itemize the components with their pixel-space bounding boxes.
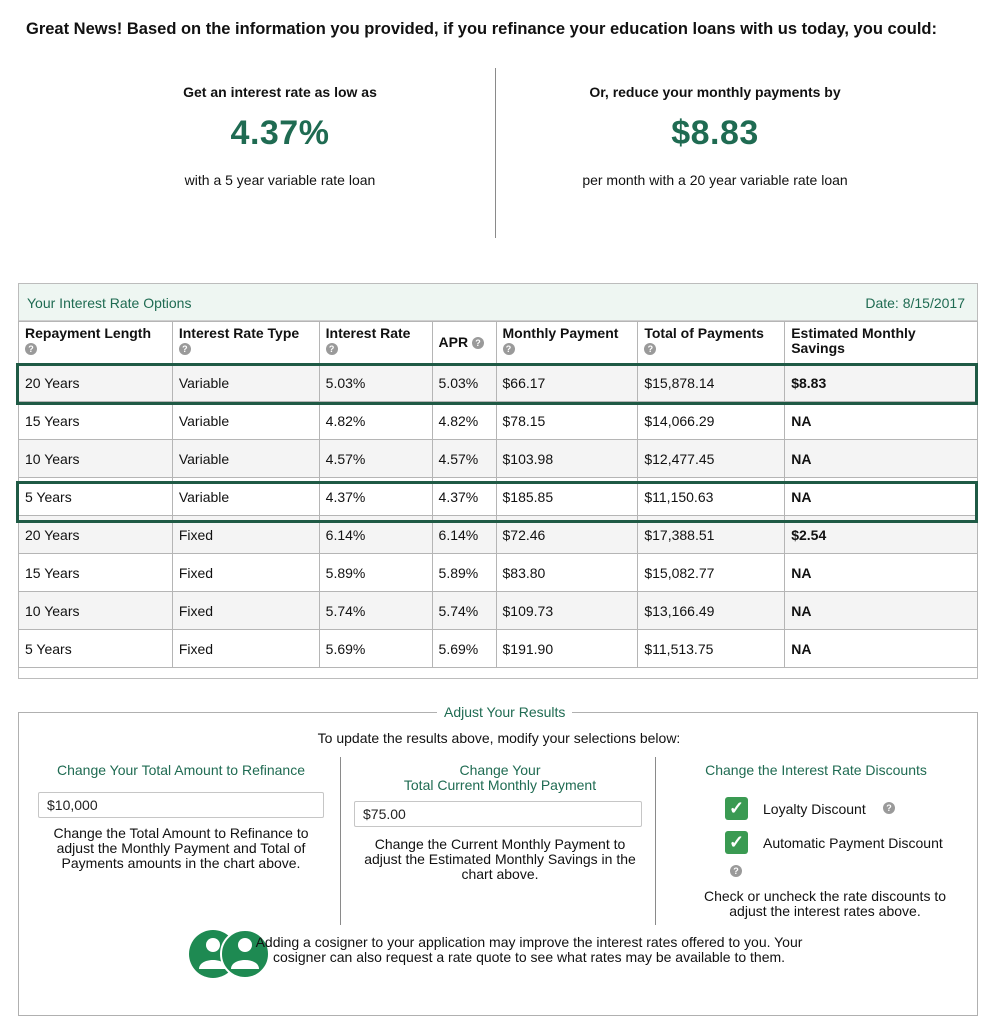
col-header-monthly-payment — [496, 322, 638, 364]
help-icon[interactable]: ? — [730, 865, 742, 877]
col-header-label: Interest Rate Type — [178, 325, 300, 341]
cell-apr: 4.82% — [432, 402, 496, 440]
rate-row — [19, 554, 978, 592]
col-header-interest-rate — [319, 322, 432, 364]
monthly-payment-input[interactable]: $75.00 — [354, 801, 642, 827]
cell-total-of-payments: $17,388.51 — [638, 516, 785, 554]
rates-body — [19, 364, 978, 668]
cell-total-of-payments: $12,477.45 — [638, 440, 785, 478]
cell-repayment-length: 20 Years — [19, 364, 173, 402]
cell-interest-rate-type: Variable — [172, 364, 319, 402]
cell-estimated-monthly-savings: NA — [785, 402, 978, 440]
help-icon[interactable]: ? — [326, 343, 338, 355]
loyalty-discount-label: Loyalty Discount — [763, 801, 866, 817]
discounts-help: Check or uncheck the rate discounts to adjust the interest rates above. — [703, 888, 947, 919]
cell-apr: 5.89% — [432, 554, 496, 592]
amount-column — [31, 757, 331, 871]
cell-total-of-payments: $13,166.49 — [638, 592, 785, 630]
cell-apr: 4.57% — [432, 440, 496, 478]
col-header-label: Total of Payments — [644, 325, 764, 341]
cell-estimated-monthly-savings: NA — [785, 592, 978, 630]
payment-help: Change the Current Monthly Payment to adjust the Estimated Monthly Savings in the chart above. — [364, 836, 636, 882]
col-header-label: Repayment Length — [25, 325, 152, 341]
cell-apr: 5.03% — [432, 364, 496, 402]
cell-monthly-payment: $66.17 — [496, 364, 638, 402]
offer-payment-value: $8.83 — [671, 114, 759, 152]
cell-estimated-monthly-savings: NA — [785, 478, 978, 516]
rate-row — [19, 630, 978, 668]
cell-apr: 6.14% — [432, 516, 496, 554]
cell-repayment-length: 15 Years — [19, 554, 173, 592]
cell-apr: 4.37% — [432, 478, 496, 516]
cell-apr: 5.69% — [432, 630, 496, 668]
column-divider — [655, 757, 656, 925]
cell-repayment-length: 10 Years — [19, 592, 173, 630]
payment-column — [350, 757, 650, 882]
cell-interest-rate-type: Fixed — [172, 592, 319, 630]
cell-interest-rate-type: Fixed — [172, 516, 319, 554]
cell-interest-rate: 4.82% — [319, 402, 432, 440]
rate-row — [19, 440, 978, 478]
cell-interest-rate: 5.03% — [319, 364, 432, 402]
cell-interest-rate: 6.14% — [319, 516, 432, 554]
cell-repayment-length: 15 Years — [19, 402, 173, 440]
rates-date: Date: 8/15/2017 — [865, 295, 965, 311]
cell-estimated-monthly-savings: $2.54 — [785, 516, 978, 554]
cell-total-of-payments: $14,066.29 — [638, 402, 785, 440]
rate-row — [19, 516, 978, 554]
autopay-discount-label: Automatic Payment Discount — [763, 835, 943, 851]
adjust-intro: To update the results above, modify your selections below: — [317, 730, 681, 746]
cell-estimated-monthly-savings: NA — [785, 554, 978, 592]
cell-estimated-monthly-savings: NA — [785, 440, 978, 478]
cell-interest-rate: 5.69% — [319, 630, 432, 668]
cell-monthly-payment: $103.98 — [496, 440, 638, 478]
cell-monthly-payment: $109.73 — [496, 592, 638, 630]
col-header-label: Monthly Payment — [502, 325, 619, 341]
amount-input[interactable]: $10,000 — [38, 792, 324, 818]
col-header-apr — [432, 322, 496, 364]
offer-rate — [130, 84, 430, 188]
cell-total-of-payments: $11,513.75 — [638, 630, 785, 668]
column-divider — [340, 757, 341, 925]
amount-help: Change the Total Amount to Refinance to adjust the Monthly Payment and Total of Payments amounts in the chart above. — [53, 825, 309, 871]
adjust-legend: Adjust Your Results — [437, 704, 572, 720]
cell-monthly-payment: $191.90 — [496, 630, 638, 668]
cell-interest-rate-type: Variable — [172, 478, 319, 516]
cosigner-message: Adding a cosigner to your application may improve the interest rates offered to you. Your cosigner can also request a rate quote to see what rates may be available to them. — [255, 934, 803, 965]
help-icon[interactable]: ? — [883, 802, 895, 814]
offer-divider — [495, 68, 496, 238]
cell-total-of-payments: $11,150.63 — [638, 478, 785, 516]
offer-rate-subtext: with a 5 year variable rate loan — [184, 172, 376, 188]
col-header-interest-rate-type — [172, 322, 319, 364]
offer-rate-caption: Get an interest rate as low as — [183, 84, 377, 100]
headline: Great News! Based on the information you provided, if you refinance your education loans with us today, you could: — [26, 20, 937, 38]
rate-row — [19, 478, 978, 516]
autopay-discount-checkbox[interactable]: ✓ — [725, 831, 748, 854]
amount-title: Change Your Total Amount to Refinance — [56, 762, 306, 778]
cell-interest-rate: 4.37% — [319, 478, 432, 516]
payment-title — [350, 763, 650, 793]
rate-row — [19, 592, 978, 630]
help-icon[interactable]: ? — [179, 343, 191, 355]
help-icon[interactable]: ? — [644, 343, 656, 355]
offer-payment-subtext: per month with a 20 year variable rate loan — [582, 172, 848, 188]
col-header-repayment-length — [19, 322, 173, 364]
cell-repayment-length: 5 Years — [19, 478, 173, 516]
cell-interest-rate: 5.74% — [319, 592, 432, 630]
help-icon[interactable]: ? — [472, 337, 484, 349]
cell-monthly-payment: $83.80 — [496, 554, 638, 592]
payment-title-line2: Total Current Monthly Payment — [403, 777, 597, 793]
cell-total-of-payments: $15,878.14 — [638, 364, 785, 402]
col-header-label: Interest Rate — [325, 325, 411, 341]
cell-interest-rate-type: Variable — [172, 440, 319, 478]
rate-row — [19, 364, 978, 402]
cell-monthly-payment: $72.46 — [496, 516, 638, 554]
cell-interest-rate-type: Fixed — [172, 554, 319, 592]
discounts-column — [669, 757, 963, 937]
discounts-title: Change the Interest Rate Discounts — [705, 762, 927, 778]
adjust-results-panel — [18, 704, 978, 1016]
loyalty-discount-checkbox[interactable]: ✓ — [725, 797, 748, 820]
cell-interest-rate: 4.57% — [319, 440, 432, 478]
payment-title-line1: Change Your — [459, 762, 541, 778]
rates-header-row — [19, 322, 978, 364]
col-header-label: APR — [438, 334, 469, 350]
col-header-estimated-monthly-savings: Estimated Monthly Savings — [785, 322, 978, 364]
cell-apr: 5.74% — [432, 592, 496, 630]
cell-repayment-length: 20 Years — [19, 516, 173, 554]
offer-payment-caption: Or, reduce your monthly payments by — [589, 84, 841, 100]
cell-repayment-length: 5 Years — [19, 630, 173, 668]
cell-monthly-payment: $78.15 — [496, 402, 638, 440]
rates-header-bar — [19, 284, 977, 321]
cell-estimated-monthly-savings: $8.83 — [785, 364, 978, 402]
cell-repayment-length: 10 Years — [19, 440, 173, 478]
rates-table — [18, 321, 978, 668]
offer-rate-value: 4.37% — [230, 114, 330, 152]
cell-interest-rate: 5.89% — [319, 554, 432, 592]
cell-estimated-monthly-savings: NA — [785, 630, 978, 668]
offer-payment — [565, 84, 865, 188]
help-icon[interactable]: ? — [503, 343, 515, 355]
rates-title: Your Interest Rate Options — [27, 295, 192, 311]
rate-row — [19, 402, 978, 440]
cell-monthly-payment: $185.85 — [496, 478, 638, 516]
col-header-total-of-payments — [638, 322, 785, 364]
help-icon[interactable]: ? — [25, 343, 37, 355]
cell-interest-rate-type: Fixed — [172, 630, 319, 668]
cell-total-of-payments: $15,082.77 — [638, 554, 785, 592]
cell-interest-rate-type: Variable — [172, 402, 319, 440]
rates-panel — [18, 283, 978, 679]
